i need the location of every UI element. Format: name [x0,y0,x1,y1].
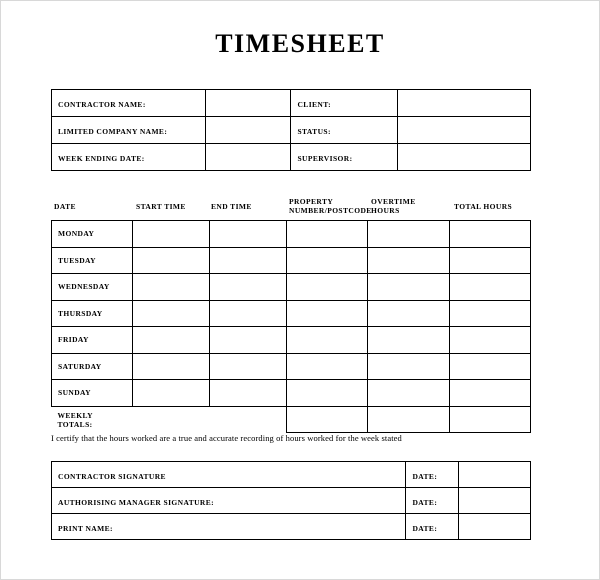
cell-monday-end-time[interactable] [210,221,287,248]
column-header-start-time: START TIME [136,202,186,211]
cell-sunday-property[interactable] [286,380,367,407]
page-title: TIMESHEET [215,29,385,58]
cell-saturday-end-time[interactable] [210,353,287,380]
print-name-cell[interactable] [52,514,406,540]
week-ending-date-label: WEEK ENDING DATE: [58,154,145,163]
contractor-signature-date-label: DATE: [412,471,438,481]
cell-friday-end-time[interactable] [210,327,287,354]
cell-tuesday-end-time[interactable] [210,247,287,274]
row-label-tuesday: TUESDAY [52,247,133,274]
contractor-signature-label: CONTRACTOR SIGNATURE [58,471,166,481]
manager-signature-date-label: DATE: [412,497,438,507]
column-header-property: PROPERTY NUMBER/POSTCODE [289,197,372,215]
weekly-totals-overtime[interactable] [368,406,449,433]
weekly-totals-total[interactable] [449,406,530,433]
header-info-table [51,89,531,171]
cell-saturday-total[interactable] [449,353,530,380]
row-label-saturday: SATURDAY [52,353,133,380]
cell-thursday-end-time[interactable] [210,300,287,327]
cell-saturday-property[interactable] [286,353,367,380]
manager-signature-cell[interactable] [52,488,406,514]
cell-tuesday-start-time[interactable] [133,247,210,274]
table-row [52,514,531,540]
weekly-totals-spacer-start [133,406,210,433]
table-row [52,221,531,248]
column-header-end-time: END TIME [211,202,252,211]
manager-signature-date-label-cell [406,488,459,514]
supervisor-field[interactable] [398,144,531,171]
print-name-date-field[interactable] [459,514,531,540]
table-row [52,353,531,380]
table-row [52,274,531,301]
signature-table [51,461,531,540]
weekly-totals-property[interactable] [286,406,367,433]
table-row [52,488,531,514]
client-field[interactable] [398,90,531,117]
cell-wednesday-total[interactable] [449,274,530,301]
contractor-signature-cell[interactable] [52,462,406,488]
cell-thursday-overtime[interactable] [368,300,449,327]
cell-sunday-start-time[interactable] [133,380,210,407]
table-row [52,380,531,407]
print-name-date-label-cell [406,514,459,540]
cell-monday-total[interactable] [449,221,530,248]
table-row [52,117,531,144]
cell-thursday-start-time[interactable] [133,300,210,327]
cell-thursday-property[interactable] [286,300,367,327]
cell-wednesday-property[interactable] [286,274,367,301]
cell-friday-property[interactable] [286,327,367,354]
table-row [52,90,531,117]
table-row [52,327,531,354]
column-header-total: TOTAL HOURS [454,202,513,211]
contractor-name-label: CONTRACTOR NAME: [58,100,146,109]
cell-sunday-overtime[interactable] [368,380,449,407]
column-header-overtime: OVERTIME HOURS [371,197,416,215]
limited-company-name-label: LIMITED COMPANY NAME: [58,127,168,136]
cell-wednesday-start-time[interactable] [133,274,210,301]
hours-table [51,220,531,433]
certification-statement: I certify that the hours worked are a true and accurate recording of hours worked for the week stated [51,433,402,443]
client-label-cell [291,90,398,117]
limited-company-name-label-cell [52,117,206,144]
row-label-sunday: SUNDAY [52,380,133,407]
cell-friday-overtime[interactable] [368,327,449,354]
contractor-name-label-cell [52,90,206,117]
cell-tuesday-overtime[interactable] [368,247,449,274]
week-ending-date-label-cell [52,144,206,171]
contractor-name-field[interactable] [206,90,291,117]
row-label-wednesday: WEDNESDAY [52,274,133,301]
hours-table-column-headers [51,194,531,220]
cell-sunday-total[interactable] [449,380,530,407]
cell-friday-start-time[interactable] [133,327,210,354]
hours-table-wrapper [51,194,531,433]
row-label-thursday: THURSDAY [52,300,133,327]
cell-tuesday-total[interactable] [449,247,530,274]
contractor-signature-date-field[interactable] [459,462,531,488]
table-row [52,462,531,488]
table-row [52,247,531,274]
manager-signature-date-field[interactable] [459,488,531,514]
manager-signature-label: AUTHORISING MANAGER SIGNATURE: [58,497,215,507]
row-label-friday: FRIDAY [52,327,133,354]
contractor-signature-date-label-cell [406,462,459,488]
cell-friday-total[interactable] [449,327,530,354]
cell-monday-property[interactable] [286,221,367,248]
column-header-date: DATE [54,202,76,211]
cell-saturday-overtime[interactable] [368,353,449,380]
weekly-totals-label: WEEKLY TOTALS: [57,410,93,429]
cell-monday-start-time[interactable] [133,221,210,248]
cell-wednesday-end-time[interactable] [210,274,287,301]
row-label-monday: MONDAY [52,221,133,248]
table-row [52,300,531,327]
weekly-totals-row [52,406,531,433]
status-field[interactable] [398,117,531,144]
cell-saturday-start-time[interactable] [133,353,210,380]
cell-sunday-end-time[interactable] [210,380,287,407]
cell-thursday-total[interactable] [449,300,530,327]
week-ending-date-field[interactable] [206,144,291,171]
print-name-date-label: DATE: [412,523,438,533]
cell-wednesday-overtime[interactable] [368,274,449,301]
weekly-totals-spacer-end [210,406,287,433]
cell-tuesday-property[interactable] [286,247,367,274]
supervisor-label-cell [291,144,398,171]
client-label: CLIENT: [297,100,331,109]
table-row [52,144,531,171]
print-name-label: PRINT NAME: [58,523,113,533]
status-label-cell [291,117,398,144]
cell-monday-overtime[interactable] [368,221,449,248]
status-label: STATUS: [297,127,331,136]
supervisor-label: SUPERVISOR: [297,154,353,163]
limited-company-name-field[interactable] [206,117,291,144]
